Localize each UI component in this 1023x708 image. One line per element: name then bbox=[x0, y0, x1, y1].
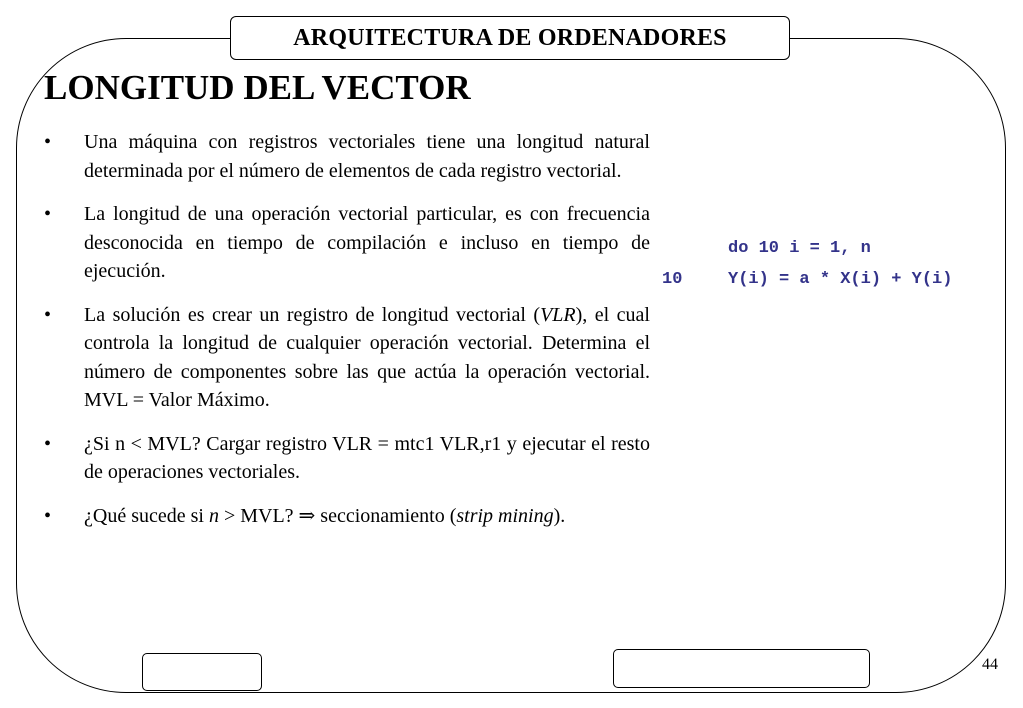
bullet-item bbox=[44, 128, 650, 185]
bullet-text: Una máquina con registros vectoriales tiene una longitud natural determinada por el número de elementos de cada registro vectorial. bbox=[84, 131, 650, 182]
slide-title: LONGITUD DEL VECTOR bbox=[44, 68, 471, 107]
bullet-text-mid: > MVL? ⇒ seccionamiento ( bbox=[218, 504, 457, 527]
bullet-text-end: ), el cual controla la longitud de cualquier operación vectorial. Determina el número de componentes sobre las que actúa la operación vectorial. MVL = Valor Máximo. bbox=[84, 303, 650, 411]
bullet-marker: • bbox=[44, 303, 52, 326]
bullet-text-start: La solución es crear un registro de longitud vectorial ( bbox=[84, 303, 541, 326]
bullet-marker: • bbox=[44, 131, 52, 153]
code-line-text: do 10 i = 1, n bbox=[728, 239, 871, 258]
code-line-text: Y(i) = a * X(i) + Y(i) bbox=[728, 270, 953, 289]
code-line bbox=[662, 264, 952, 295]
bullet-text: ¿Si n < MVL? Cargar registro VLR = mtc1 VLR,r1 y ejecutar el resto de operaciones vectoriales. bbox=[84, 432, 650, 483]
bullet-item bbox=[44, 502, 650, 531]
bullet-text-end: ). bbox=[553, 504, 566, 527]
bullet-item bbox=[44, 200, 650, 286]
bullet-marker: • bbox=[44, 203, 52, 225]
code-snippet bbox=[662, 233, 952, 295]
footer-left-box bbox=[142, 653, 262, 691]
strip-mining-term: strip mining bbox=[456, 504, 554, 527]
bullet-list bbox=[44, 128, 650, 545]
course-title: ARQUITECTURA DE ORDENADORES bbox=[293, 24, 727, 51]
footer-right-box bbox=[613, 649, 870, 688]
code-line bbox=[662, 233, 952, 264]
vlr-term: VLR bbox=[540, 303, 576, 326]
variable-n: n bbox=[208, 504, 219, 527]
bullet-marker: • bbox=[44, 432, 52, 455]
bullet-item bbox=[44, 430, 650, 487]
code-line-label: 10 bbox=[662, 270, 683, 289]
bullet-marker: • bbox=[44, 504, 52, 527]
page-number: 44 bbox=[982, 656, 998, 673]
bullet-item bbox=[44, 301, 650, 415]
bullet-text: La longitud de una operación vectorial particular, es con frecuencia desconocida en tiempo de compilación e incluso en tiempo de ejecución. bbox=[84, 203, 650, 282]
bullet-text-start: ¿Qué sucede si bbox=[84, 504, 209, 527]
header-box bbox=[230, 16, 790, 60]
